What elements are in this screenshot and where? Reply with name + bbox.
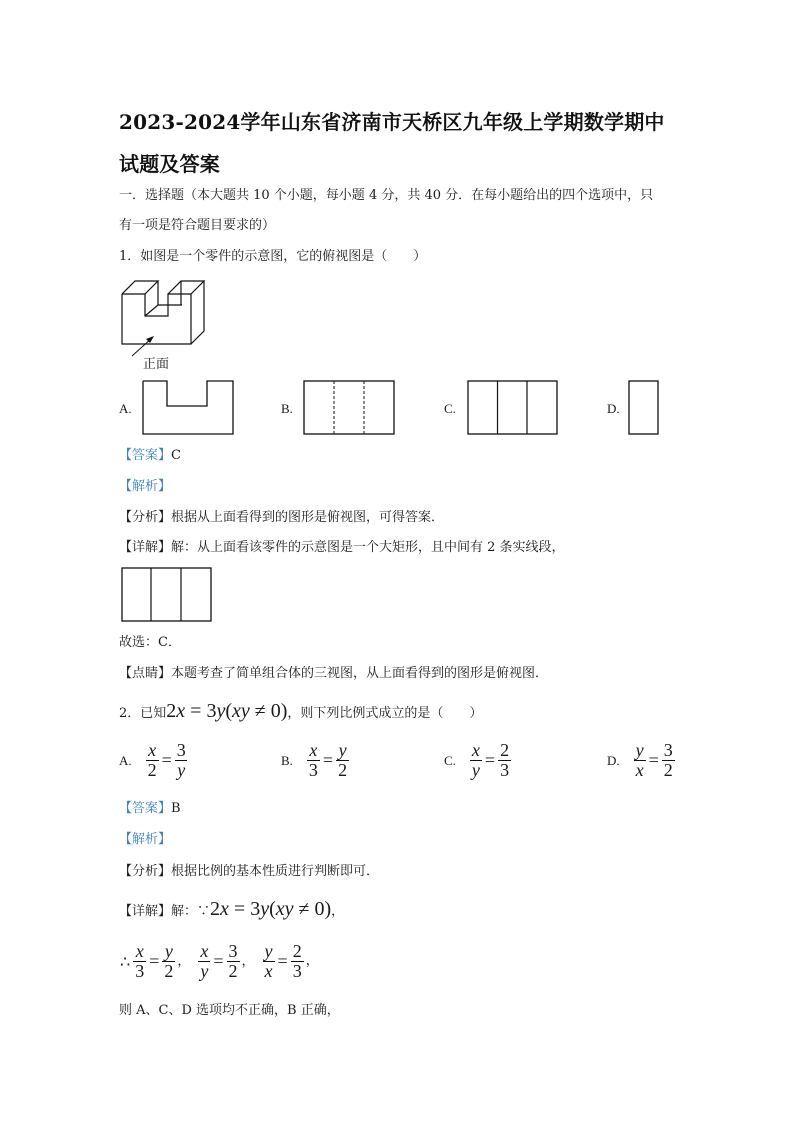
section-heading-line1: 一．选择题（本大题共 10 个小题，每小题 4 分，共 40 分．在每小题给出的四个选项中，只 (119, 188, 654, 203)
q1-answer (119, 448, 181, 464)
fenxi-text: 根据从上面看得到的图形是俯视图，可得答案． (171, 510, 445, 525)
answer-tag: 【答案】 (119, 448, 172, 463)
xiangjie-tag: 【详解】 (119, 904, 172, 919)
q2-option-a: A. $\frac{x}{2}$ = $\frac{3}{y}$ (119, 740, 186, 780)
q2-stem-suffix: ，则下列比例式成立的是（ ） (287, 706, 483, 721)
q2-derived-ratios: ∴ $\frac{x}{3}$ = $\frac{y}{2}$ ， $\frac{x}{y}$ = $\frac{3}{2}$ ， $\frac{y}{x}$ = $\frac{2}{3}$ ， (120, 941, 319, 981)
q1-analysis-tag: 【解析】 (119, 479, 172, 494)
answer-value: C (171, 448, 181, 463)
therefore-symbol: ∴ (120, 953, 131, 971)
q1-option-d-figure (628, 380, 660, 436)
fenxi-tag: 【分析】 (119, 864, 172, 879)
document-title-line1: 2023-2024学年山东省济南市天桥区九年级上学期数学期中 (119, 110, 665, 134)
q2-final-line: 则 A、C、D 选项均不正确，B 正确， (119, 1003, 340, 1018)
q2-fenxi (119, 864, 379, 880)
xiangjie-math: 2x = 3y(xy ≠ 0) (210, 898, 332, 920)
q2-option-c: C. $\frac{x}{y}$ = $\frac{2}{3}$ (444, 740, 510, 780)
q1-option-a-label: A. (119, 401, 132, 416)
q1-option-a-figure (142, 380, 236, 436)
q2-stem-math: 2x = 3y(xy ≠ 0) (166, 700, 288, 722)
q1-option-c-label: C. (444, 401, 456, 416)
q1-option-d-label: D. (607, 401, 620, 416)
q1-xiangjie (119, 540, 565, 556)
q1-option-c-figure (467, 380, 559, 436)
q1-stem: 1．如图是一个零件的示意图，它的俯视图是（ ） (119, 249, 427, 264)
answer-tag: 【答案】 (119, 801, 172, 816)
q2-option-d: D. $\frac{y}{x}$ = $\frac{3}{2}$ (607, 740, 673, 780)
dianjing-text: 本题考查了简单组合体的三视图，从上面看得到的图形是俯视图． (171, 666, 549, 681)
q1-part-figure (118, 276, 228, 376)
q1-option-b-label: B. (281, 401, 293, 416)
q1-solution-figure (121, 567, 213, 623)
answer-value: B (171, 801, 181, 816)
section-heading-line2: 有一项是符合题目要求的） (119, 218, 276, 233)
q2-answer (119, 801, 181, 817)
q2-analysis-tag: 【解析】 (119, 832, 172, 847)
q1-option-b-figure (303, 380, 396, 436)
q2-stem (119, 700, 482, 725)
dianjing-tag: 【点睛】 (119, 666, 172, 681)
xiangjie-prefix: 解：∵ (171, 904, 211, 919)
xiangjie-tag: 【详解】 (119, 540, 172, 555)
fenxi-text: 根据比例的基本性质进行判断即可． (171, 864, 380, 879)
xiangjie-text: 解：从上面看该零件的示意图是一个大矩形，且中间有 2 条实线段， (171, 540, 565, 555)
q2-option-b: B. $\frac{x}{3}$ = $\frac{y}{2}$ (281, 740, 348, 780)
fenxi-tag: 【分析】 (119, 510, 172, 525)
q2-xiangjie: 【详解】解：∵2x = 3y(xy ≠ 0)， (119, 898, 345, 920)
document-title-line2: 试题及答案 (119, 152, 220, 176)
q1-fenxi (119, 510, 444, 526)
q1-conclusion: 故选：C． (119, 635, 181, 650)
q1-dianjing (119, 666, 548, 682)
q2-stem-prefix: 2．已知 (119, 706, 167, 721)
q1-front-label: 正面 (143, 357, 170, 372)
